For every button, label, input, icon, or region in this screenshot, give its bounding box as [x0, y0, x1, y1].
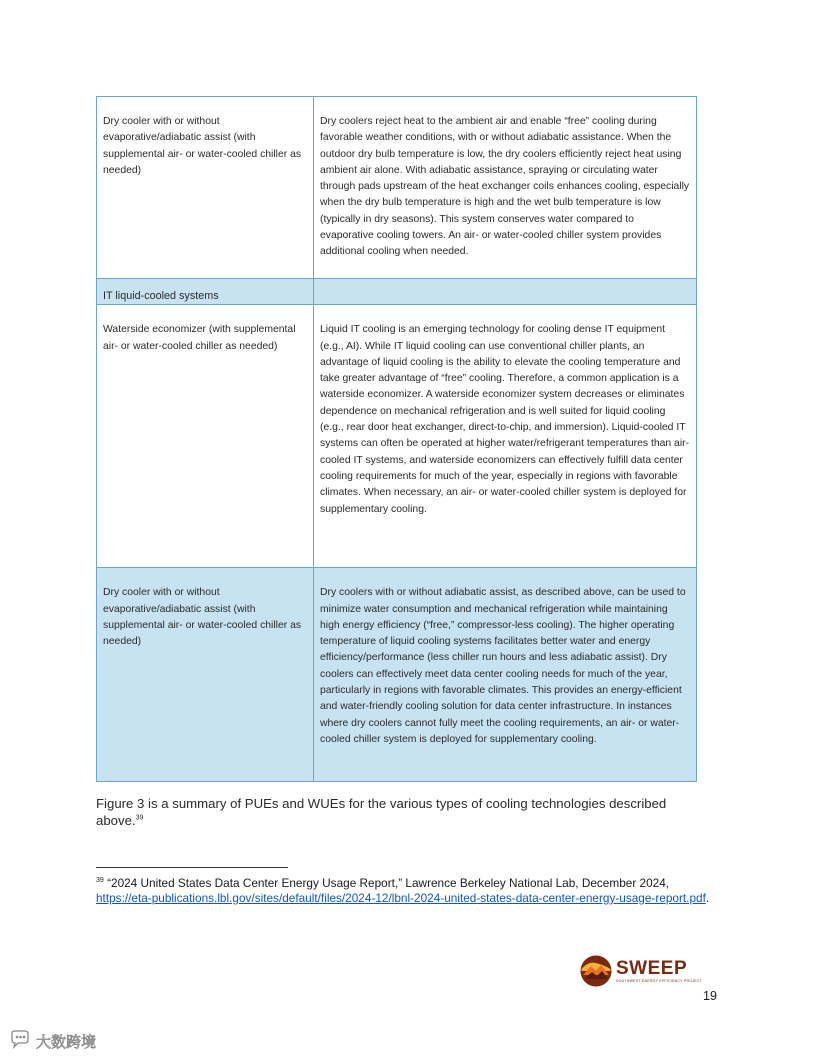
- sweep-logo-mark-icon: [580, 955, 612, 987]
- figure-reference-paragraph: [96, 795, 696, 829]
- system-type-cell: Dry cooler with or without evaporative/adiabatic assist (with supplemental air- or water-cooled chiller as needed): [97, 97, 314, 279]
- logo-wordmark: SWEEP: [616, 958, 688, 979]
- page-number: 19: [703, 989, 717, 1003]
- figure-reference-text: Figure 3 is a summary of PUEs and WUEs for the various types of cooling technologies described above.: [96, 796, 667, 828]
- footnote-number: 39: [96, 877, 104, 885]
- footnote: [96, 876, 718, 905]
- section-header-empty-cell: [314, 279, 697, 305]
- table-row: [97, 305, 697, 568]
- chat-bubble-icon: [6, 1030, 34, 1050]
- sweep-logo: [580, 955, 703, 987]
- logo-subtitle: SOUTHWEST ENERGY EFFICIENCY PROJECT: [616, 979, 703, 983]
- system-type-cell: Dry cooler with or without evaporative/adiabatic assist (with supplemental air- or water-cooled chiller as needed): [97, 568, 314, 782]
- footnote-marker[interactable]: 39: [135, 814, 144, 822]
- table-row-highlighted: [97, 568, 697, 782]
- table-row: [97, 97, 697, 279]
- system-description-cell: Liquid IT cooling is an emerging technology for cooling dense IT equipment (e.g., AI). While IT liquid cooling can use conventional chiller plants, an advantage of liquid cooling is the ability to elevate the cooling temperature and take greater advantage of “free” cooling. Therefore, a common application is a waterside economizer. A waterside economizer system decreases or eliminates dependence on mechanical refrigeration and is well suited for liquid cooling (e.g., rear door heat exchanger, direct-to-chip, and immersion). Liquid-cooled IT systems can often be operated at higher water/refrigerant temperatures than air-cooled IT systems, and waterside economizers can effectively fulfill data center cooling requirements for much of the year, especially in regions with favorable climates. When necessary, an air- or water-cooled chiller system is deployed for supplementary cooling.: [314, 305, 697, 568]
- footnote-citation: “2024 United States Data Center Energy Usage Report,” Lawrence Berkeley National Lab, December 2024,: [103, 876, 670, 890]
- watermark-text: 大数跨境: [36, 1034, 97, 1051]
- footnote-divider: [96, 867, 288, 868]
- system-description-cell: Dry coolers reject heat to the ambient air and enable “free” cooling during favorable weather conditions, with or without adiabatic assistance. When the outdoor dry bulb temperature is low, the dry coolers efficiently reject heat using ambient air alone. With adiabatic assistance, spraying or circulating water through pads upstream of the heat exchanger coils enhances cooling, especially when the dry bulb temperature is high and the wet bulb temperature is low (typically in dry seasons). This system conserves water compared to evaporative cooling towers. An air- or water-cooled chiller system provides additional cooling when needed.: [314, 97, 697, 279]
- system-description-cell: Dry coolers with or without adiabatic assist, as described above, can be used to minimize water consumption and mechanical refrigeration while maintaining high energy efficiency (“free,” compressor-less cooling). The higher operating temperature of liquid cooling systems facilitates better water and energy efficiency/performance (less chiller run hours and less adiabatic assist). Dry coolers can effectively meet data center cooling needs for much of the year, particularly in regions with favorable climates. This provides an energy-efficient and water-friendly cooling solution for data center infrastructure. In instances where dry coolers cannot fully meet the cooling requirements, an air- or water-cooled chiller system is deployed for supplementary cooling.: [314, 568, 697, 782]
- system-type-cell: Waterside economizer (with supplemental air- or water-cooled chiller as needed): [97, 305, 314, 568]
- section-header-cell: IT liquid-cooled systems: [97, 279, 314, 305]
- table-section-header-row: [97, 279, 697, 305]
- cooling-systems-table: [96, 96, 697, 782]
- footnote-period: .: [705, 890, 710, 905]
- footnote-link[interactable]: https://eta-publications.lbl.gov/sites/default/files/2024-12/lbnl-2024-united-states-data-center-energy-usage-report.pdf: [96, 890, 706, 905]
